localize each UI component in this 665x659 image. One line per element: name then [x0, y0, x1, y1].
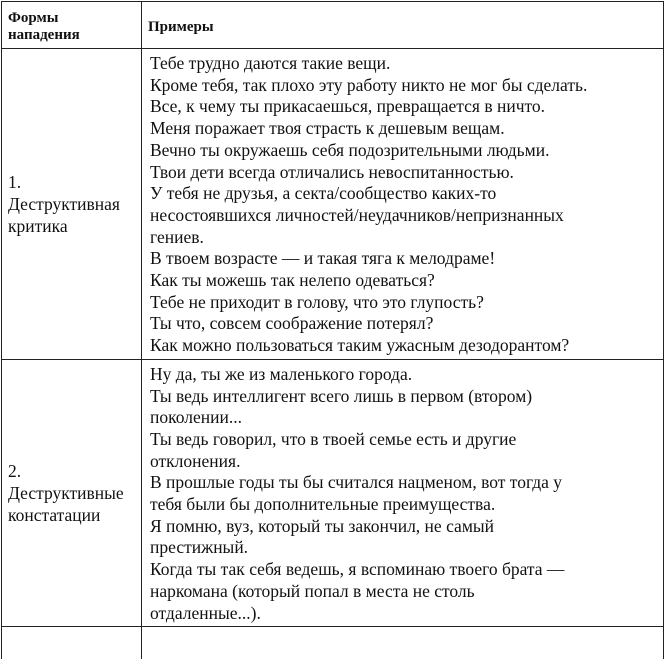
- examples-cell: [142, 359, 664, 626]
- example-line: тебя были бы дополнительные преимущества.: [150, 494, 496, 515]
- example-line: Все, к чему ты прикасаешься, превращается в ничто.: [150, 96, 546, 117]
- form-cell: [2, 49, 142, 360]
- example-line: несостоявшихся личностей/неудачников/непризнанных: [150, 204, 564, 225]
- form-name-line: Деструктивные: [8, 483, 124, 504]
- header-forms-line: Формы: [8, 10, 59, 26]
- table-row: [2, 359, 664, 626]
- examples-cell: [142, 49, 664, 360]
- empty-cell: [142, 627, 664, 659]
- example-line: Меня поражает твоя страсть к дешевым вещам.: [150, 118, 505, 139]
- table-row: [2, 49, 664, 360]
- header-forms-line: нападения: [8, 27, 80, 43]
- example-line: У тебя не друзья, а секта/сообщество каких-то: [150, 183, 497, 204]
- example-line: гениев.: [150, 226, 204, 247]
- form-name-line: Деструктивная: [8, 193, 120, 214]
- example-line: Кроме тебя, так плохо эту работу никто не мог бы сделать.: [150, 74, 588, 95]
- example-line: Тебе не приходит в голову, что это глупость?: [150, 291, 484, 312]
- form-cell: [2, 359, 142, 626]
- example-line: поколении...: [150, 407, 242, 428]
- example-line: Ты что, совсем соображение потерял?: [150, 313, 434, 334]
- form-number: 2.: [8, 461, 22, 482]
- form-name-line: констатации: [8, 505, 101, 526]
- header-examples-label: Примеры: [148, 18, 214, 35]
- empty-cell: [2, 627, 142, 659]
- example-line: Тебе трудно даются такие вещи.: [150, 53, 391, 73]
- header-examples: [142, 2, 664, 49]
- example-line: Я помню, вуз, который ты закончил, не самый: [150, 515, 495, 536]
- attack-forms-table: [1, 1, 664, 659]
- example-line: отдаленные...).: [150, 602, 261, 623]
- table-row-partial: [2, 627, 664, 659]
- example-line: Ты ведь говорил, что в твоей семье есть и другие: [150, 428, 517, 449]
- example-line: Когда ты так себя ведешь, я вспоминаю твоего брата —: [150, 559, 565, 580]
- example-line: В прошлые годы ты бы считался нацменом, вот тогда у: [150, 472, 563, 493]
- example-line: наркомана (который попал в места не столь: [150, 580, 475, 601]
- example-line: Ты ведь интеллигент всего лишь в первом (втором): [150, 385, 533, 406]
- example-line: Вечно ты окружаешь себя подозрительными людьми.: [150, 139, 550, 160]
- table-header-row: [2, 2, 664, 49]
- example-line: престижный.: [150, 537, 249, 558]
- header-forms: [2, 2, 142, 49]
- form-name-line: критика: [8, 215, 68, 236]
- form-number: 1.: [8, 171, 22, 192]
- example-line: Как можно пользоваться таким ужасным дезодорантом?: [150, 335, 570, 356]
- example-line: Твои дети всегда отличались невоспитанностью.: [150, 161, 514, 182]
- example-line: Как ты можешь так нелепо одеваться?: [150, 270, 435, 291]
- example-line: В твоем возрасте — и такая тяга к мелодраме!: [150, 248, 496, 269]
- example-line: Ну да, ты же из маленького города.: [150, 363, 413, 384]
- example-line: отклонения.: [150, 450, 241, 471]
